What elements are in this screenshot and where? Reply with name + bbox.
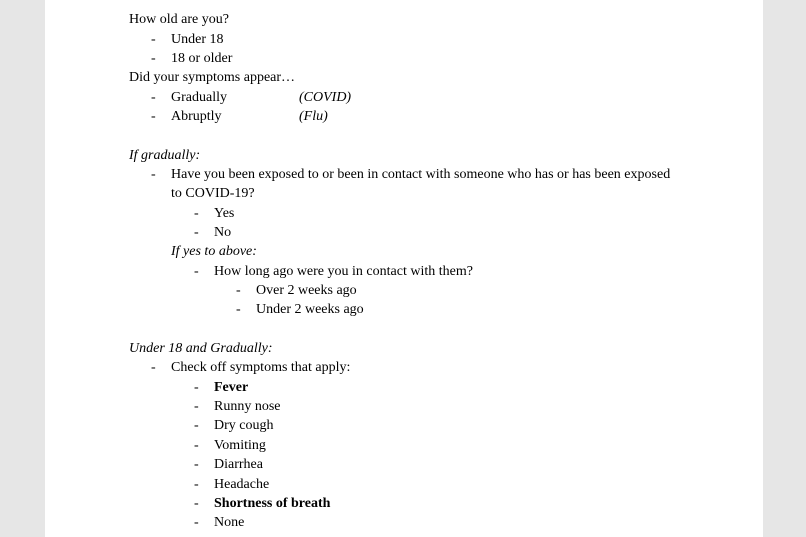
exposure-question-line1: Have you been exposed to or been in contact with someone who has or has been exposed	[171, 167, 671, 182]
bullet-dash: -	[194, 477, 199, 492]
age-option-under-18: Under 18	[171, 32, 224, 47]
symptom-diarrhea: Diarrhea	[214, 457, 263, 472]
bullet-dash: -	[151, 109, 156, 124]
followup-option-under-2-weeks: Under 2 weeks ago	[256, 302, 364, 317]
bullet-dash: -	[194, 399, 199, 414]
bullet-dash: -	[151, 51, 156, 66]
bullet-dash: -	[236, 302, 241, 317]
onset-option-abruptly: Abruptly	[171, 109, 222, 124]
bullet-dash: -	[194, 380, 199, 395]
bullet-dash: -	[194, 515, 199, 530]
followup-question: How long ago were you in contact with them?	[214, 264, 473, 279]
bullet-dash: -	[194, 264, 199, 279]
bullet-dash: -	[194, 418, 199, 433]
exposure-option-no: No	[214, 225, 232, 240]
symptom-runny-nose: Runny nose	[214, 399, 281, 414]
followup-option-over-2-weeks: Over 2 weeks ago	[256, 283, 357, 298]
bullet-dash: -	[194, 457, 199, 472]
onset-option-gradually: Gradually	[171, 90, 227, 105]
gradual-heading: If gradually:	[129, 148, 201, 163]
bullet-dash: -	[194, 206, 199, 221]
bullet-dash: -	[151, 32, 156, 47]
bullet-dash: -	[151, 90, 156, 105]
bullet-dash: -	[151, 167, 156, 182]
symptom-dry-cough: Dry cough	[214, 418, 274, 433]
symptom-vomiting: Vomiting	[214, 438, 266, 453]
bullet-dash: -	[194, 438, 199, 453]
under18-heading: Under 18 and Gradually:	[129, 341, 273, 356]
exposure-question-line2: to COVID-19?	[171, 186, 255, 201]
symptom-shortness-of-breath: Shortness of breath	[214, 496, 331, 511]
bullet-dash: -	[194, 225, 199, 240]
bullet-dash: -	[194, 496, 199, 511]
age-question: How old are you?	[129, 12, 229, 27]
onset-question: Did your symptoms appear…	[129, 70, 296, 85]
symptom-none: None	[214, 515, 245, 530]
bullet-dash: -	[236, 283, 241, 298]
bullet-dash: -	[151, 360, 156, 375]
followup-heading: If yes to above:	[171, 244, 257, 259]
exposure-option-yes: Yes	[214, 206, 235, 221]
onset-note-covid: (COVID)	[299, 90, 352, 105]
age-option-18-or-older: 18 or older	[171, 51, 233, 66]
onset-note-flu: (Flu)	[299, 109, 328, 124]
document-page	[45, 0, 763, 537]
symptom-headache: Headache	[214, 477, 270, 492]
symptom-fever: Fever	[214, 380, 249, 395]
symptom-instruction: Check off symptoms that apply:	[171, 360, 351, 375]
